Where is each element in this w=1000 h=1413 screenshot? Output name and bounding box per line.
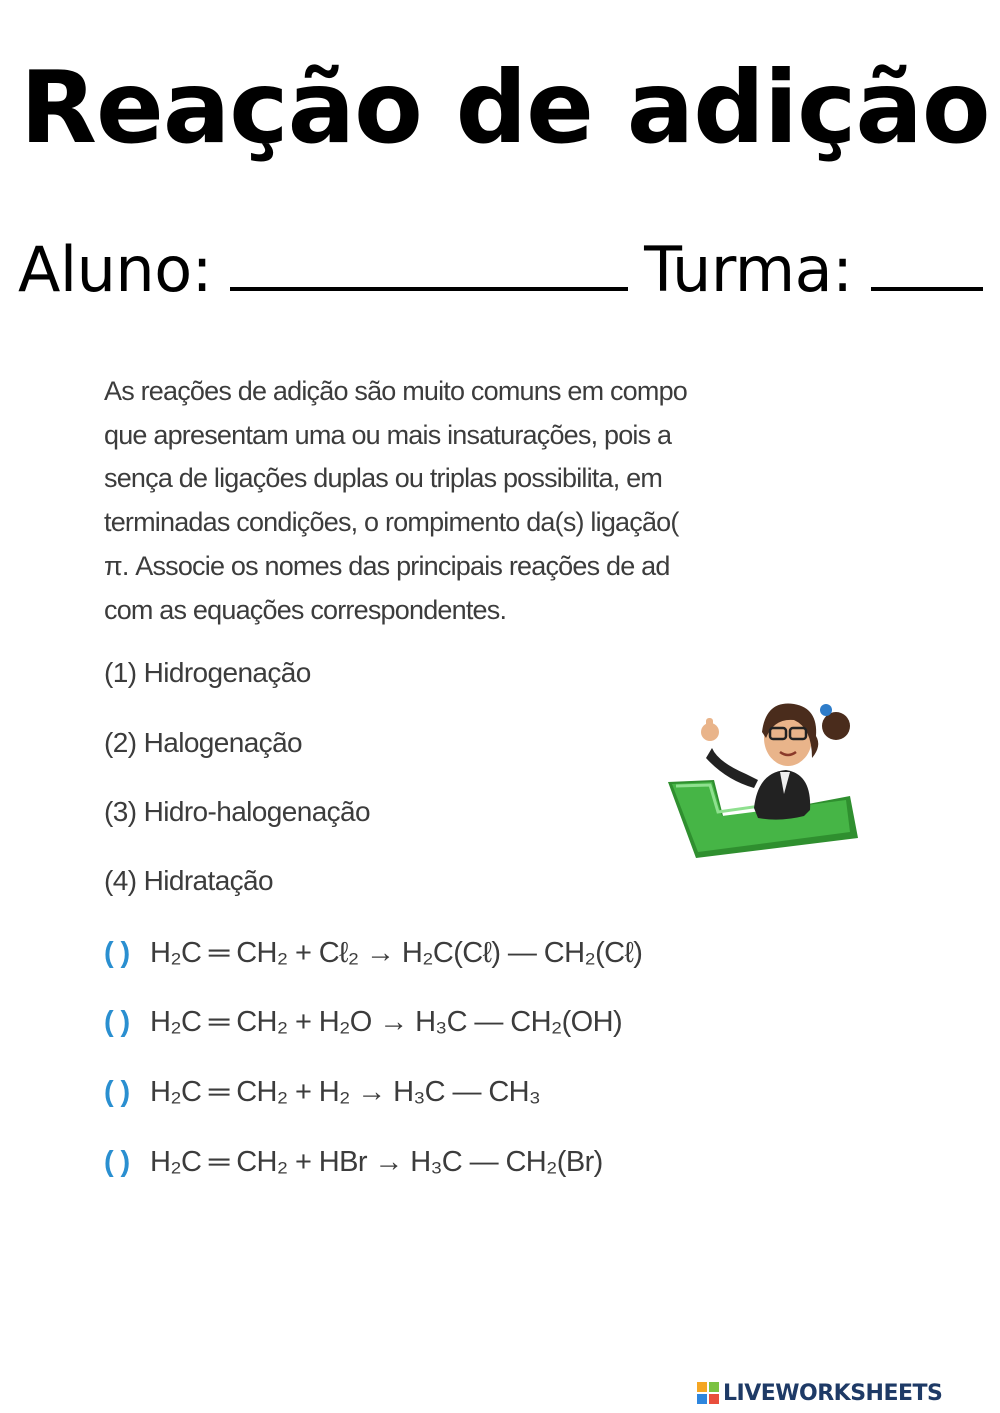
aluno-label: Aluno: <box>18 233 213 306</box>
passage-line: As reações de adição são muito comuns em compo <box>104 376 688 406</box>
option-hidro-halogenacao: (3) Hidro-halogenação <box>104 796 371 827</box>
answer-box[interactable]: ( ) <box>104 937 130 969</box>
equation-text: H₂C ═ CH₂ + HBr → H₃C — CH₂(Br) <box>150 1146 603 1178</box>
aluno-blank[interactable] <box>230 233 628 291</box>
page-title: Reação de adição <box>20 49 990 166</box>
equation-text: H₂C ═ CH₂ + H₂O → H₃C — CH₂(OH) <box>150 1006 623 1038</box>
student-info <box>18 230 993 310</box>
equation-text: H₂C ═ CH₂ + Cℓ₂ → H₂C(Cℓ) — CH₂(Cℓ) <box>150 937 643 969</box>
equation-row-1 <box>104 937 642 970</box>
instruction-passage <box>104 370 708 632</box>
answer-box[interactable]: ( ) <box>104 1146 130 1178</box>
option-hidrogenacao: (1) Hidrogenação <box>104 657 311 688</box>
option-hidratacao: (4) Hidratação <box>104 865 274 896</box>
passage-line: π. Associe os nomes das principais reações de ad <box>104 550 670 581</box>
passage-line: que apresentam uma ou mais insaturações, pois a <box>104 419 672 450</box>
turma-label: Turma: <box>644 233 853 306</box>
equation-row-2 <box>104 1006 622 1039</box>
liveworksheets-logo-icon <box>697 1382 719 1404</box>
passage-line: sença de ligações duplas ou triplas possibilita, em <box>104 463 663 494</box>
passage-line: terminadas condições, o rompimento da(s) ligação( <box>104 507 679 538</box>
answer-box[interactable]: ( ) <box>104 1076 130 1108</box>
passage-line: com as equações correspondentes. <box>104 594 507 625</box>
teacher-avatar-checkmark <box>662 688 862 868</box>
equation-text: H₂C ═ CH₂ + H₂ → H₃C — CH₃ <box>150 1076 541 1108</box>
turma-blank[interactable] <box>871 233 983 291</box>
equation-row-3 <box>104 1076 540 1109</box>
equation-row-4 <box>104 1146 603 1179</box>
answer-box[interactable]: ( ) <box>104 1006 130 1038</box>
liveworksheets-brand <box>697 1378 995 1408</box>
option-halogenacao: (2) Halogenação <box>104 727 303 758</box>
brand-name: LIVEWORKSHEETS <box>723 1380 943 1406</box>
